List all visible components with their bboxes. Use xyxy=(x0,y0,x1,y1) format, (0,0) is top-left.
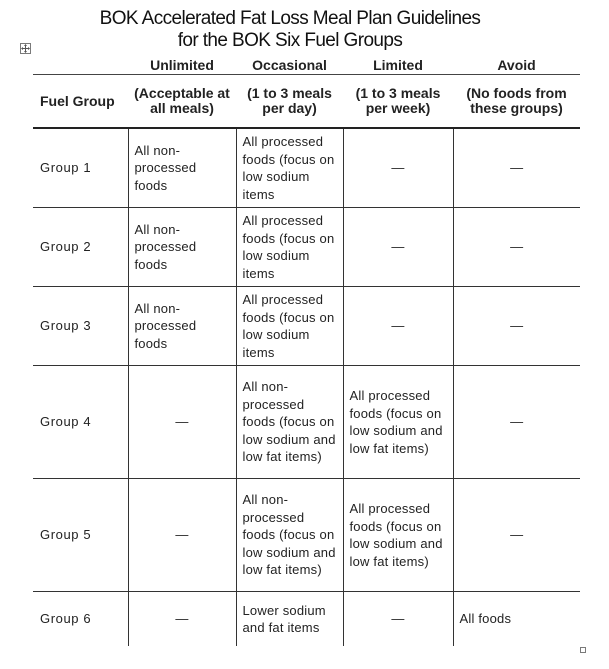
header-limited-desc: (1 to 3 meals per week) xyxy=(343,75,453,129)
cell-limited: All processed foods (focus on low sodium and low fat items) xyxy=(343,479,453,592)
cell-avoid: — xyxy=(453,479,580,592)
table-row xyxy=(33,366,580,479)
header-row-frequency xyxy=(33,55,580,75)
document-title xyxy=(0,8,580,52)
cell-occasional: All non-processed foods (focus on low sodium and low fat items) xyxy=(236,366,343,479)
table-resize-handle[interactable] xyxy=(580,647,586,653)
cell-unlimited: — xyxy=(128,366,236,479)
cell-limited: — xyxy=(343,208,453,287)
header-fuel-group: Fuel Group xyxy=(33,75,128,129)
cell-avoid: — xyxy=(453,208,580,287)
cell-limited: — xyxy=(343,128,453,208)
cell-unlimited: — xyxy=(128,592,236,647)
cell-fuel-group: Group 5 xyxy=(33,479,128,592)
header-blank xyxy=(33,55,128,75)
cell-occasional: All processed foods (focus on low sodium items xyxy=(236,128,343,208)
cell-occasional: All processed foods (focus on low sodium items xyxy=(236,287,343,366)
table-row xyxy=(33,479,580,592)
cell-fuel-group: Group 6 xyxy=(40,611,92,627)
cell-avoid: — xyxy=(453,366,580,479)
table-row xyxy=(33,128,580,208)
cell-occasional: Lower sodium and fat items xyxy=(236,592,343,647)
header-avoid: Avoid xyxy=(453,55,580,75)
cell-occasional: All non-processed foods (focus on low sodium and low fat items) xyxy=(236,479,343,592)
header-avoid-desc: (No foods from these groups) xyxy=(453,75,580,129)
cell-fuel-group: Group 3 xyxy=(33,287,128,366)
header-unlimited: Unlimited xyxy=(128,55,236,75)
title-line-1: BOK Accelerated Fat Loss Meal Plan Guidelines xyxy=(99,8,481,29)
cell-fuel-group: Group 1 xyxy=(33,128,128,208)
header-unlimited-desc: (Acceptable at all meals) xyxy=(128,75,236,129)
cell-avoid: All foods xyxy=(453,592,580,647)
cell-fuel-group: Group 4 xyxy=(33,366,128,479)
cell-unlimited: All non-processed foods xyxy=(128,208,236,287)
cell-avoid: — xyxy=(453,287,580,366)
cell-avoid: — xyxy=(453,128,580,208)
table-row xyxy=(33,592,580,647)
table-move-handle-icon[interactable] xyxy=(20,43,31,54)
cell-occasional: All processed foods (focus on low sodium items xyxy=(236,208,343,287)
table-row xyxy=(33,208,580,287)
header-row-description xyxy=(33,75,580,129)
cell-limited: — xyxy=(343,592,453,647)
meal-plan-table xyxy=(33,55,580,646)
cell-unlimited: All non-processed foods xyxy=(128,128,236,208)
cell-unlimited: — xyxy=(128,479,236,592)
header-limited: Limited xyxy=(343,55,453,75)
cell-unlimited: All non-processed foods xyxy=(128,287,236,366)
header-occasional: Occasional xyxy=(236,55,343,75)
cell-limited: All processed foods (focus on low sodium and low fat items) xyxy=(343,366,453,479)
cell-limited: — xyxy=(343,287,453,366)
table-row xyxy=(33,287,580,366)
header-occasional-desc: (1 to 3 meals per day) xyxy=(236,75,343,129)
cell-fuel-group: Group 2 xyxy=(33,208,128,287)
title-line-2: for the BOK Six Fuel Groups xyxy=(177,30,403,51)
